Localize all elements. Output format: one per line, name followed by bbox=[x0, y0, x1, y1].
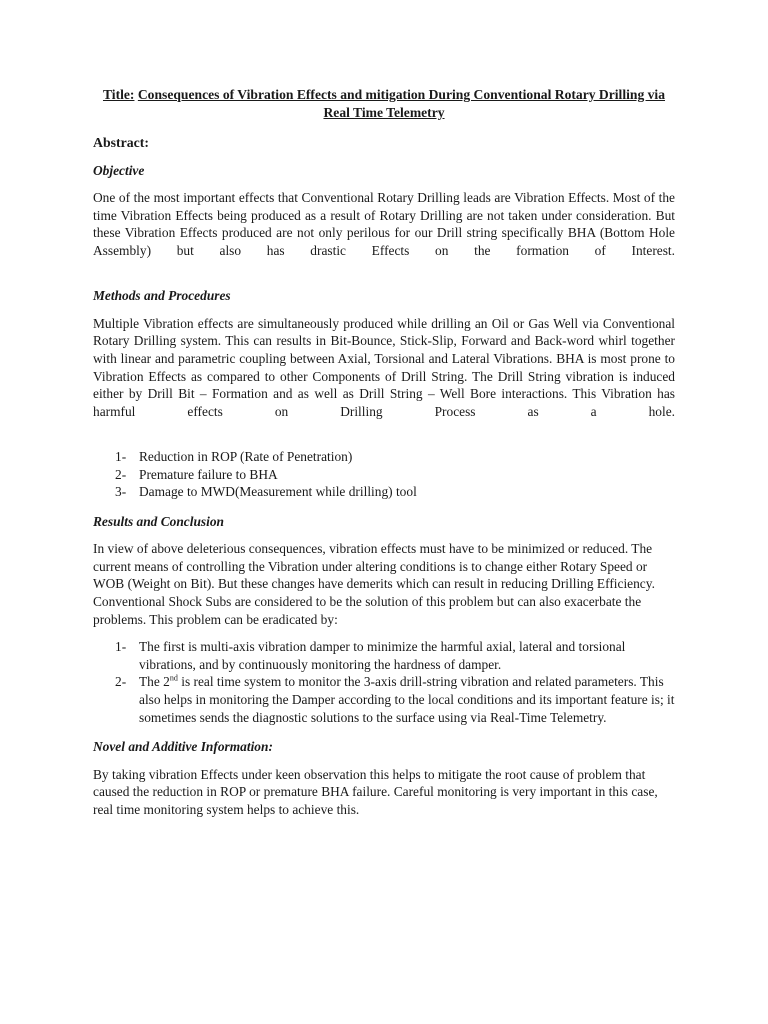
list-item bbox=[115, 673, 675, 726]
objective-heading: Objective bbox=[93, 162, 145, 178]
list-number: 3- bbox=[115, 484, 127, 500]
methods-heading: Methods and Procedures bbox=[93, 288, 231, 304]
list-item bbox=[115, 448, 675, 466]
list-text-pre: The 2 bbox=[139, 674, 170, 690]
document-page bbox=[93, 86, 675, 829]
list-item bbox=[115, 483, 675, 501]
list-text: Reduction in ROP (Rate of Penetration) bbox=[139, 448, 353, 464]
list-number: 2- bbox=[115, 466, 127, 482]
methods-paragraph: Multiple Vibration effects are simultaneously produced while drilling an Oil or Gas Well via Conventional Rotary Drilling system. This can results in Bit-Bounce, Stick-Slip, Forward and Back-word whirl together with linear and parametric coupling between Axial, Torsional and Lateral Vibrations. BHA is most prone to Vibration Effects as compared to other Components of Drill String. The Drill String vibration is induced either by Drill Bit – Formation and as well as Drill String – Well Bore interactions. This Vibration has harmful effects on Drilling Process as a hole. bbox=[93, 315, 675, 419]
results-heading: Results and Conclusion bbox=[93, 513, 224, 529]
results-paragraph: In view of above deleterious consequences, vibration effects must have to be minimized or reduced. The current means of controlling the Vibration under altering conditions is to change either Rotary Speed or WOB (Weight on Bit). But these changes have demerits which can result in reducing Drilling Efficiency. Conventional Shock Subs are considered to be the solution of this problem but can also exacerbate the problems. This problem can be eradicated by: bbox=[93, 541, 655, 627]
list-text bbox=[139, 673, 675, 726]
title-text: Consequences of Vibration Effects and mitigation During Conventional Rotary Drilling via Real Time Telemetry bbox=[137, 87, 666, 120]
list-text-post: is real time system to monitor the 3-axis drill-string vibration and related parameters. This also helps in monitoring the Damper according to the local conditions and its important feature is; it sometimes sends the diagnostic solutions to the surface using via Real-Time Telemetry. bbox=[139, 674, 675, 725]
list-number: 1- bbox=[115, 639, 127, 655]
objective-paragraph: One of the most important effects that Conventional Rotary Drilling leads are Vibration Effects. Most of the time Vibration Effects being produced as a result of Rotary Drilling are not taken under consideration. But these Vibration Effects produced are not only perilous for our Drill string specifically BHA (Bottom Hole Assembly) but also has drastic Effects on the formation of Interest. bbox=[93, 190, 675, 258]
methods-list bbox=[115, 448, 675, 501]
list-text: The first is multi-axis vibration damper to minimize the harmful axial, lateral and torsional vibrations, and by continuously monitoring the hardness of damper. bbox=[139, 639, 626, 672]
ordinal-superscript: nd bbox=[169, 673, 178, 683]
title-label: Title: bbox=[102, 87, 135, 102]
results-list bbox=[115, 638, 675, 726]
list-item bbox=[115, 638, 675, 673]
list-item bbox=[115, 466, 675, 484]
document-title bbox=[93, 86, 675, 122]
list-text: Damage to MWD(Measurement while drilling) tool bbox=[139, 484, 417, 500]
novel-heading: Novel and Additive Information: bbox=[93, 739, 273, 755]
novel-paragraph: By taking vibration Effects under keen observation this helps to mitigate the root cause of problem that caused the reduction in ROP or premature BHA failure. Careful monitoring is very important in this case, real time monitoring system helps to achieve this. bbox=[93, 766, 658, 817]
list-number: 1- bbox=[115, 448, 127, 464]
abstract-heading: Abstract: bbox=[93, 135, 149, 150]
list-text: Premature failure to BHA bbox=[139, 466, 278, 482]
list-number: 2- bbox=[115, 674, 127, 690]
